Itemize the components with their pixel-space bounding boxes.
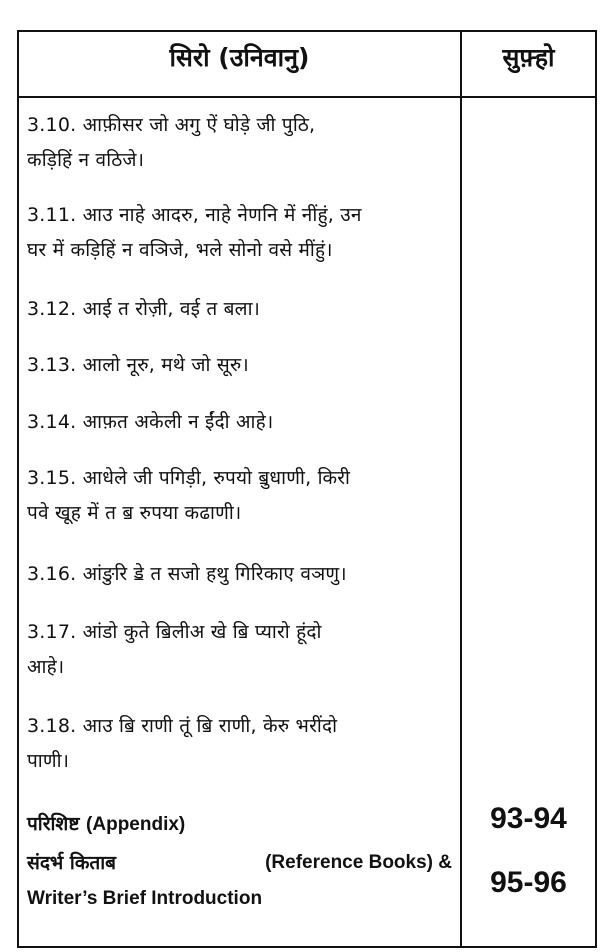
table-row: [27, 557, 452, 592]
contents-table: [17, 30, 597, 948]
appendix-pages: 93-94: [490, 802, 567, 835]
appendix-title: [27, 809, 452, 840]
entry-line: 3.17. आंडो कुते ॿिलीअ खे ॿि प्यारो हूंदो: [27, 621, 322, 643]
entry-line: आहे।: [27, 656, 65, 678]
entry-line: कड़िहिं न वठिजे।: [27, 149, 145, 171]
header-page: सुफ़्हो: [502, 43, 555, 72]
references-line-1: [27, 845, 452, 881]
entry-line: 3.15. आधेले जी पगिड़ी, रुपयो ॿुधाणी, किरी: [27, 467, 351, 489]
table-row: [27, 405, 452, 440]
entry-line: 3.14. आफ़त अकेली न ईंदी आहे।: [27, 411, 274, 433]
table-header: [19, 32, 595, 98]
appendix-title-hindi: परिशिष्ट: [27, 813, 80, 835]
table-row: [27, 292, 452, 327]
entry-line: 3.12. आई त रोज़ी, वई त बला।: [27, 298, 261, 320]
table-row: [27, 108, 452, 178]
entry-line: 3.16. आंङुरि ॾे त सजो हथु गिरिकाए वञणु।: [27, 563, 347, 585]
entry-line: घर में कड़िहिं न वञिजे, भले सोनो वसे मींहुं।: [27, 239, 333, 261]
references-title-english: (Reference Books) &: [265, 852, 452, 873]
references-line-2: Writer’s Brief Introduction: [27, 888, 263, 909]
table-row: [27, 461, 452, 531]
entry-line: पाणी।: [27, 750, 70, 772]
references-title: [27, 845, 452, 917]
entry-line: पवे खूह में त ॿ रुपया कढाणी।: [27, 502, 242, 524]
appendix-title-english: (Appendix): [86, 814, 186, 835]
entry-line: 3.13. आलो नूरु, मथे जो सूरु।: [27, 354, 249, 376]
entry-line: 3.18. आउ ॿि राणी तूं ॿि राणी, केरु भरींदो: [27, 715, 338, 737]
table-row: [27, 709, 452, 779]
entry-line: 3.10. आफ़ीसर जो अगु ऐं घोड़े जी पुठि,: [27, 114, 316, 136]
references-title-hindi: संदर्भ किताब: [27, 852, 117, 874]
header-title: सिरो (उनिवानु): [169, 43, 310, 72]
references-pages: 95-96: [490, 866, 567, 899]
table-row: [27, 615, 452, 685]
table-row: [27, 348, 452, 383]
entry-line: 3.11. आउ नाहे आदरु, नाहे नेणनि में नींहुं, उन: [27, 204, 362, 226]
table-row: [27, 198, 452, 268]
